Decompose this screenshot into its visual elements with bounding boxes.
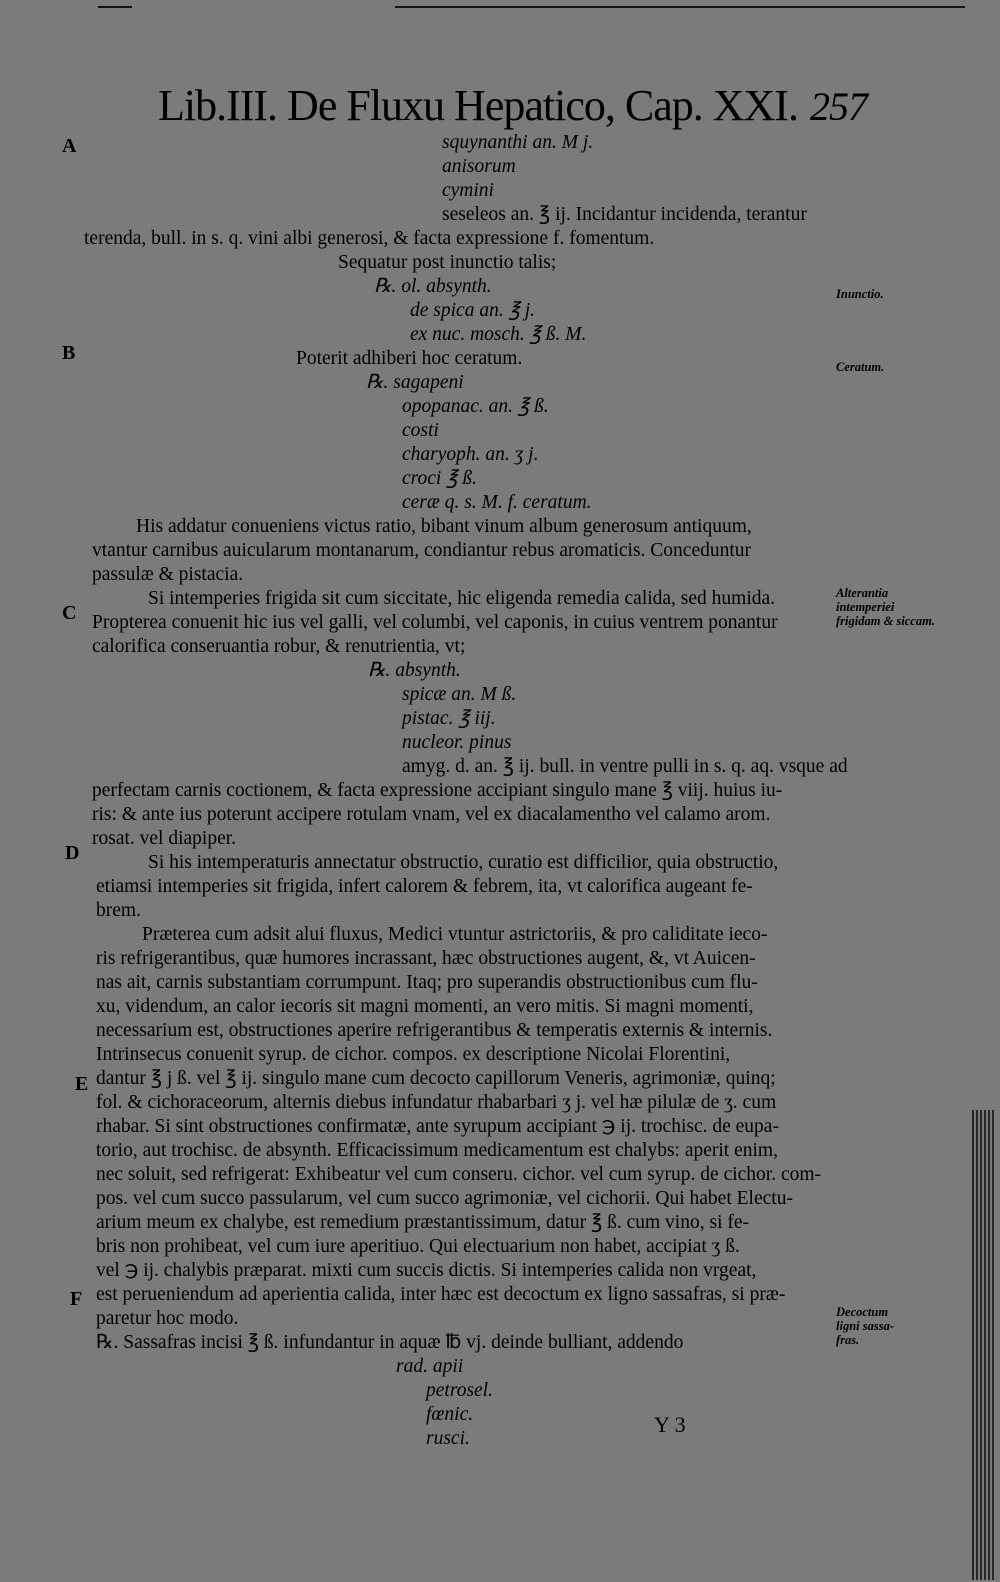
text-line: rusci.: [426, 1428, 470, 1449]
margin-note-ceratum: Ceratum.: [836, 360, 885, 374]
text-line: ℞. Sassafras incisi ℥ ß. infundantur in aquæ ℔ vj. deinde bulliant, addendo: [96, 1332, 684, 1353]
text-line: opopanac. an. ℥ ß.: [402, 396, 549, 417]
top-rule: [395, 6, 965, 8]
margin-note-alterantia: Alterantia intemperiei frigidam & siccam.: [836, 586, 935, 628]
text-line: calorifica conseruantia robur, & renutrientia, vt;: [92, 636, 466, 657]
text-line: seseleos an. ℥ ij. Incidantur incidenda, terantur: [442, 204, 807, 225]
text-line: rosat. vel diapiper.: [92, 828, 237, 849]
text-line: His addatur conueniens victus ratio, bibant vinum album generosum antiquum,: [136, 516, 752, 537]
text-line: rad. apii: [396, 1356, 464, 1377]
text-line: fœnic.: [426, 1404, 474, 1425]
text-line: de spica an. ℥ j.: [410, 300, 535, 321]
text-line: rhabar. Si sint obstructiones confirmatæ, ante syrupum accipiant ℈ ij. trochisc. de eupa-: [96, 1116, 779, 1137]
text-line: amyg. d. an. ℥ ij. bull. in ventre pulli in s. q. aq. vsque ad: [402, 756, 848, 777]
text-line: Propterea conuenit hic ius vel galli, vel columbi, vel caponis, in cuius ventrem ponantur: [92, 612, 778, 633]
text-line: charyoph. an. ʒ j.: [402, 444, 539, 465]
text-line: Præterea cum adsit alui fluxus, Medici vtuntur astrictoriis, & pro caliditate ieco-: [142, 924, 768, 945]
top-rule: [98, 6, 132, 8]
text-line: brem.: [96, 900, 141, 921]
text-line: pistac. ℥ iij.: [402, 708, 496, 729]
text-line: nucleor. pinus: [402, 732, 512, 753]
text-line: Sequatur post inunctio talis;: [338, 252, 557, 273]
text-line: dantur ℥ j ß. vel ℥ ij. singulo mane cum decocto capillorum Veneris, agrimoniæ, quinq;: [96, 1068, 776, 1089]
text-line: spicæ an. M ß.: [402, 684, 517, 705]
text-line: etiamsi intemperies sit frigida, infert calorem & febrem, ita, vt calorifica augeant fe-: [96, 876, 753, 897]
text-line: paretur hoc modo.: [96, 1308, 239, 1329]
text-line: croci ℥ ß.: [402, 468, 477, 489]
text-line: ℞. ol. absynth.: [374, 276, 492, 297]
text-line: nas ait, carnis substantiam corrumpunt. Itaq; pro superandis obstructionibus cum flu-: [96, 972, 758, 993]
margin-note-decoctum: Decoctum ligni sassa- fras.: [836, 1305, 895, 1347]
text-line: terenda, bull. in s. q. vini albi generosi, & facta expressione f. fomentum.: [84, 228, 655, 249]
section-letter-a: A: [62, 135, 77, 157]
text-line: petrosel.: [426, 1380, 493, 1401]
page-number: 257: [809, 84, 867, 129]
section-letter-d: D: [65, 842, 80, 864]
section-letter-b: B: [62, 342, 76, 364]
text-line: bris non prohibeat, vel cum iure aperitiuo. Qui electuarium non habet, accipiat ʒ ß.: [96, 1236, 740, 1257]
text-line: ceræ q. s. M. f. ceratum.: [402, 492, 592, 513]
page-edge-shadow: [972, 1110, 994, 1580]
text-line: Intrinsecus conuenit syrup. de cichor. compos. ex descriptione Nicolai Florentini,: [96, 1044, 731, 1065]
running-header: [158, 80, 867, 131]
text-line: est perueniendum ad aperientia calida, inter hæc est decoctum ex ligno sassafras, si præ-: [96, 1284, 786, 1305]
text-line: squynanthi an. M j.: [442, 132, 594, 153]
text-line: perfectam carnis coctionem, & facta expressione accipiant singulo mane ℥ viij. huius iu-: [92, 780, 783, 801]
text-line: anisorum: [442, 156, 516, 177]
section-letter-e: E: [75, 1073, 89, 1095]
text-line: costi: [402, 420, 439, 441]
section-letter-f: F: [70, 1288, 83, 1310]
text-line: pos. vel cum succo passularum, vel cum succo agrimoniæ, vel cichorii. Qui habet Electu-: [96, 1188, 793, 1209]
text-line: ris refrigerantibus, quæ humores incrassant, hæc obstructiones augent, &, vt Auicen-: [96, 948, 756, 969]
text-line: ex nuc. mosch. ℥ ß. M.: [410, 324, 587, 345]
text-line: torio, aut trochisc. de absynth. Efficacissimum medicamentum est chalybs: aperit enim,: [96, 1140, 778, 1161]
text-line: vel ℈ ij. chalybis præparat. mixti cum succis dictis. Si intemperies calida non vrgeat,: [96, 1260, 757, 1281]
text-line: fol. & cichoraceorum, alternis diebus infundatur rhabarbari ʒ j. vel hæ pilulæ de ʒ. cum: [96, 1092, 777, 1113]
text-line: cymini: [442, 180, 494, 201]
text-line: Si intemperies frigida sit cum siccitate, hic eligenda remedia calida, sed humida.: [148, 588, 776, 609]
header-title: Lib.III. De Fluxu Hepatico, Cap. XXI.: [158, 81, 798, 130]
text-line: xu, videndum, an calor iecoris sit magni momenti, an vero mitis. Si magni momenti,: [96, 996, 754, 1017]
signature-mark: Y 3: [654, 1412, 686, 1437]
margin-note-inunctio: Inunctio.: [836, 287, 884, 301]
text-line: necessarium est, obstructiones aperire refrigerantibus & temperatis externis & internis.: [96, 1020, 773, 1041]
text-line: ℞. sagapeni: [366, 372, 464, 393]
text-line: nec soluit, sed refrigerat: Exhibeatur vel cum conseru. cichor. vel cum syrup. de cichor. com-: [96, 1164, 822, 1185]
section-letter-c: C: [62, 602, 77, 624]
text-line: passulæ & pistacia.: [92, 564, 244, 585]
text-line: Poterit adhiberi hoc ceratum.: [296, 348, 523, 369]
text-line: ℞. absynth.: [368, 660, 461, 681]
text-line: ris: & ante ius poterunt accipere rotulam vnam, vel ex diacalamentho vel calamo arom.: [92, 804, 771, 825]
text-line: Si his intemperaturis annectatur obstructio, curatio est difficilior, quia obstructio,: [148, 852, 779, 873]
text-line: arium meum ex chalybe, est remedium præstantissimum, datur ℥ ß. cum vino, si fe-: [96, 1212, 750, 1233]
text-line: vtantur carnibus auicularum montanarum, condiantur rebus aromaticis. Conceduntur: [92, 540, 752, 561]
